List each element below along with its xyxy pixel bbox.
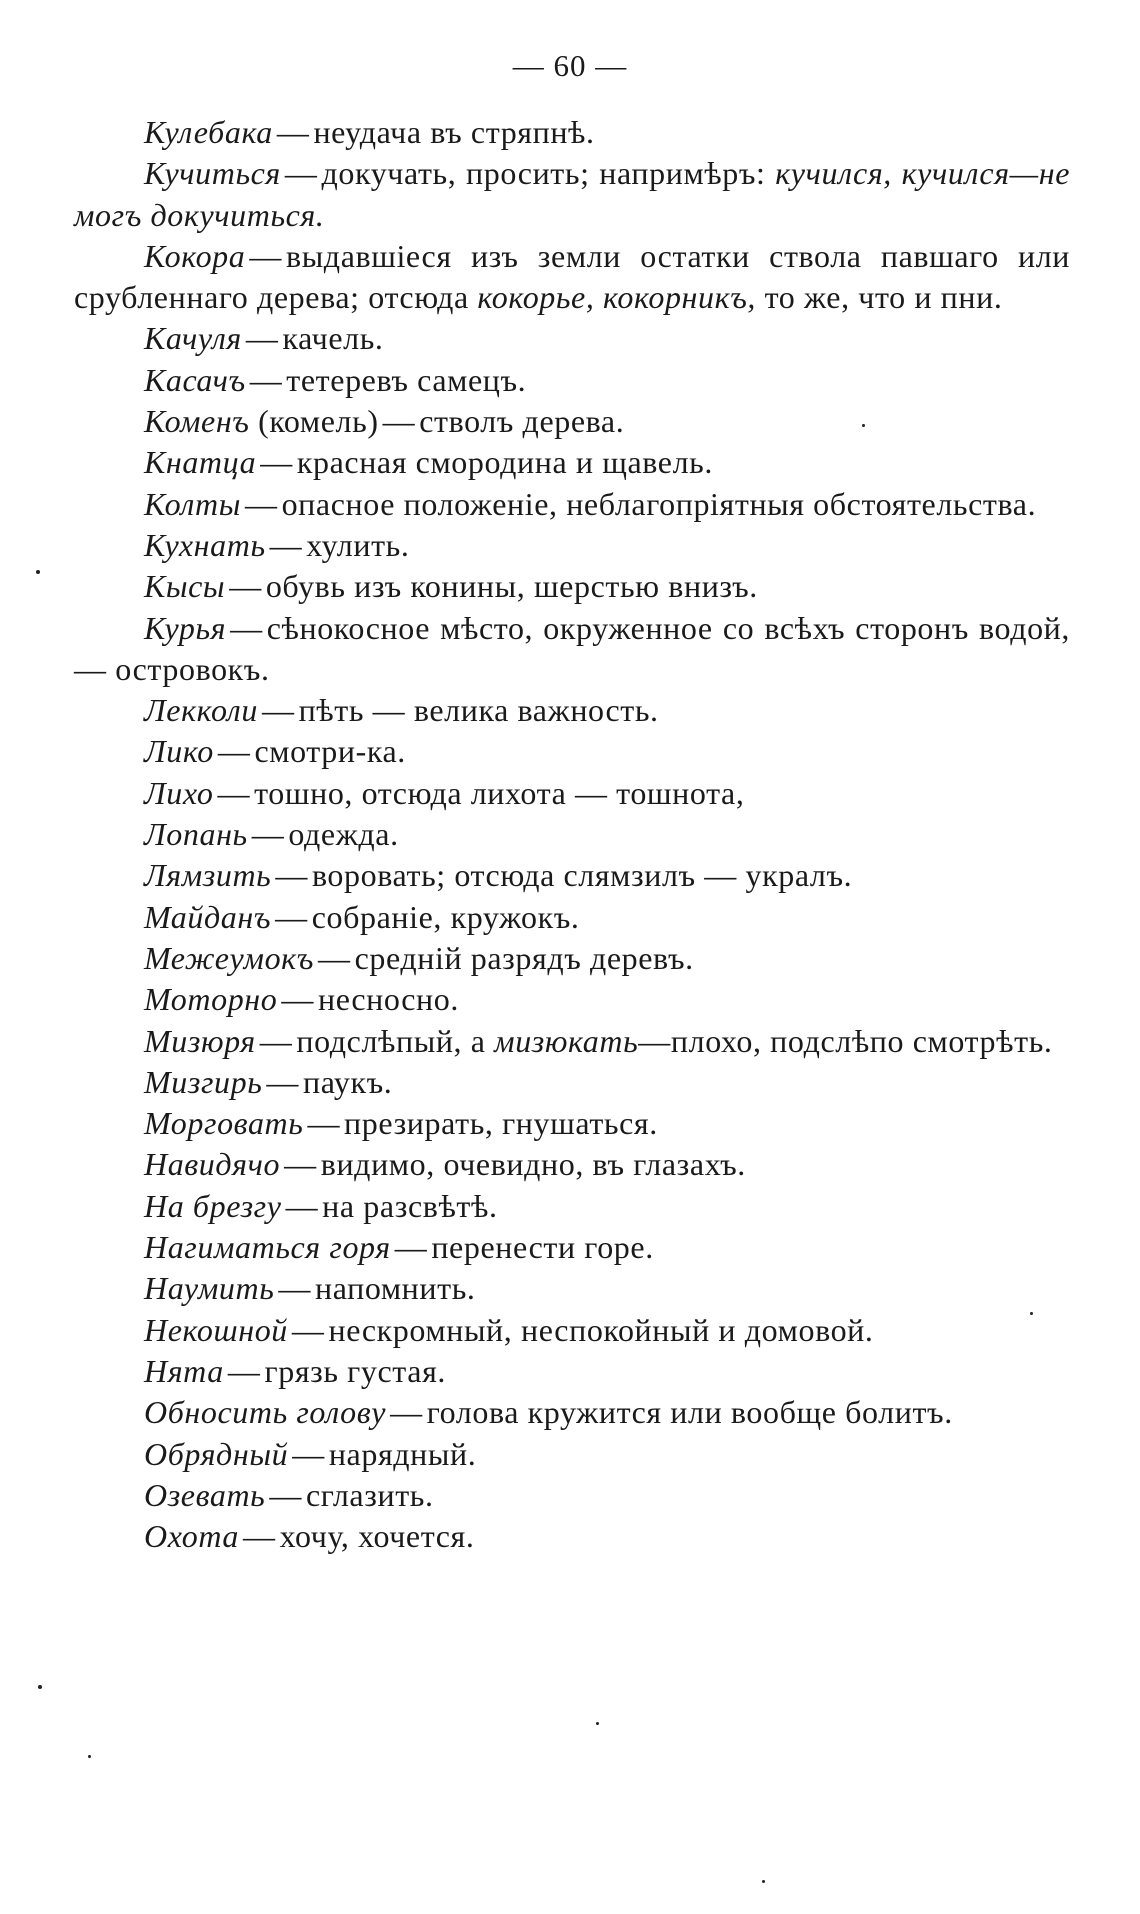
entry-headword: Кулебака	[144, 114, 273, 150]
entry-definition: качель.	[282, 320, 384, 357]
dictionary-entry	[74, 566, 1070, 607]
entry-dash: —	[317, 939, 351, 976]
dictionary-entry	[74, 153, 1070, 236]
entry-headword: Моторно	[144, 981, 278, 1018]
entry-definition: обувь изъ конины, шерстью внизъ.	[265, 568, 758, 605]
entry-headword: Качуля	[144, 320, 242, 357]
page-number: — 60 —	[512, 48, 628, 83]
print-speck	[1030, 1312, 1033, 1315]
entry-headword: Лекколи	[144, 692, 258, 729]
entry-dash: —	[261, 692, 295, 729]
entry-dash: —	[227, 1352, 261, 1389]
entry-definition-continued: то же, что и пни.	[756, 279, 1003, 316]
dictionary-entry	[74, 1103, 1070, 1144]
entry-headword: На брезгу	[144, 1187, 282, 1224]
entry-headword: Лопань	[144, 816, 248, 853]
entry-definition: смотри-ка.	[254, 733, 406, 770]
dictionary-entry	[74, 318, 1070, 359]
entry-dash: —	[284, 155, 318, 192]
dictionary-entry	[74, 525, 1070, 566]
print-speck	[762, 1880, 765, 1883]
dictionary-entry	[74, 608, 1070, 691]
dictionary-entry	[74, 236, 1070, 319]
entry-dash: —	[291, 1311, 325, 1348]
dictionary-entry	[74, 1021, 1070, 1062]
entry-headword: Нагиматься горя	[144, 1229, 391, 1266]
dictionary-entry	[74, 897, 1070, 938]
entry-definition: тошно, отсюда лихота — тошнота,	[254, 774, 745, 811]
dictionary-entry	[74, 112, 1070, 153]
entry-headword: Лихо	[144, 774, 214, 811]
entry-dash: —	[217, 733, 251, 770]
entry-dash: —	[266, 1063, 299, 1100]
dictionary-entry	[74, 1351, 1070, 1392]
entry-dash: —	[217, 774, 251, 811]
dictionary-entry	[74, 1062, 1070, 1103]
dictionary-entry	[74, 773, 1070, 814]
entry-dash: —	[281, 981, 314, 1018]
entry-headword: Майданъ	[144, 898, 272, 935]
entry-headword: Межеумокъ	[144, 939, 314, 976]
entry-headword: Морговать	[144, 1105, 304, 1142]
entry-headword: Мизгирь	[144, 1063, 263, 1100]
dictionary-entry	[74, 360, 1070, 401]
entry-dash: —	[244, 485, 278, 522]
entry-definition: подслѣпый, а	[296, 1022, 495, 1059]
entry-definition: докучать, просить; напримѣръ:	[321, 155, 776, 192]
print-speck	[596, 1722, 599, 1725]
entry-dash: —	[390, 1394, 423, 1431]
entry-definition: собраніе, кружокъ.	[311, 898, 580, 935]
entry-definition: презирать, гнушаться.	[344, 1105, 658, 1142]
dictionary-entry	[74, 401, 1070, 442]
entry-definition: одежда.	[288, 816, 399, 853]
entry-definition: стволъ дерева.	[419, 403, 625, 440]
dictionary-entry	[74, 1144, 1070, 1185]
entry-dash: —	[278, 1270, 311, 1307]
entry-dash: —	[243, 1518, 276, 1555]
entry-dash: —	[245, 320, 279, 357]
entry-definition: сѣнокосное мѣсто, окруженное со всѣхъ сторонъ водой, — островокъ.	[74, 609, 1070, 687]
entry-dash: —	[284, 1146, 317, 1183]
entry-definition: несносно.	[318, 981, 459, 1018]
dictionary-entry	[74, 979, 1070, 1020]
entry-headword: Мизюря	[144, 1022, 256, 1059]
entry-headword: Нята	[144, 1352, 224, 1389]
entry-dash: —	[229, 568, 262, 605]
entry-definition: неудача въ стряпнѣ.	[313, 114, 595, 150]
entry-headword: Охота	[144, 1518, 240, 1555]
entry-dash: —	[249, 361, 283, 398]
entry-headword: Обрядный	[144, 1435, 289, 1472]
dictionary-entry	[74, 1186, 1070, 1227]
entry-headword: Кнатца	[144, 444, 257, 481]
dictionary-entry	[74, 1434, 1070, 1475]
entry-dash: —	[275, 898, 308, 935]
entry-headword: Коменъ	[144, 403, 250, 440]
entry-definition: выдавшіеся изъ земли остатки ствола павшаго или срубленнаго дерева; отсюда	[74, 237, 1070, 316]
entry-definition: хочу, хочется.	[279, 1518, 475, 1555]
entry-example: кучился, кучился—не могъ докучиться.	[74, 155, 1071, 233]
entry-definition: напомнить.	[315, 1270, 476, 1307]
dictionary-entry	[74, 484, 1070, 525]
entry-definition: грязь густая.	[264, 1352, 447, 1389]
entry-dash: —	[251, 816, 285, 853]
entry-dash: —	[260, 444, 293, 481]
entry-headword: Лико	[144, 733, 214, 770]
entry-definition: пѣть — велика важность.	[298, 692, 659, 729]
entry-example: кокорье, кокорникъ,	[477, 279, 757, 316]
entry-headword: Лямзить	[144, 857, 272, 894]
dictionary-entry	[74, 690, 1070, 731]
dictionary-entry	[74, 938, 1070, 979]
entry-dash: —	[230, 609, 263, 646]
entry-headword: Колты	[144, 485, 241, 522]
entry-headword: Кухнать	[144, 526, 266, 563]
dictionary-entry	[74, 1516, 1070, 1557]
entry-headword: Некошной	[144, 1311, 288, 1348]
entry-dash: —	[382, 403, 416, 440]
entry-headword: Озевать	[144, 1476, 266, 1513]
entry-headword: Курья	[144, 609, 227, 646]
entry-dash: —	[394, 1229, 428, 1266]
entry-definition: хулить.	[306, 526, 410, 563]
entry-headword: Обносить голову	[144, 1394, 387, 1431]
entry-example: мизюкать	[494, 1022, 639, 1059]
entry-definition-continued: —плохо, подслѣпо смотрѣть.	[638, 1022, 1053, 1059]
entry-headword: Навидячо	[144, 1146, 281, 1183]
entry-definition: опасное положеніе, неблагопріятныя обстоятельства.	[281, 485, 1037, 522]
dictionary-entry	[74, 1268, 1070, 1309]
entry-variant: (комель)	[249, 403, 379, 440]
entry-dash: —	[307, 1105, 341, 1142]
dictionary-entry	[74, 731, 1070, 772]
entry-dash: —	[276, 114, 310, 150]
entry-headword: Кокора	[144, 237, 246, 274]
entry-definition: паукъ.	[303, 1063, 393, 1100]
dictionary-entry	[74, 1310, 1070, 1351]
print-speck	[38, 1685, 42, 1689]
entry-headword: Касачъ	[144, 361, 246, 398]
entry-dash: —	[249, 237, 282, 274]
entry-definition: на разсвѣтѣ.	[322, 1187, 498, 1224]
entry-definition: нарядный.	[328, 1435, 477, 1472]
dictionary-entry	[74, 1475, 1070, 1516]
entry-dash: —	[269, 1476, 302, 1513]
entry-dash: —	[259, 1022, 293, 1059]
dictionary-entries	[74, 112, 1070, 1557]
dictionary-entry	[74, 442, 1070, 483]
entry-dash: —	[292, 1435, 325, 1472]
entry-definition: тетеревъ самецъ.	[286, 361, 527, 398]
entry-definition: голова кружится или вообще болитъ.	[426, 1394, 953, 1431]
entry-definition: средній разрядъ деревъ.	[354, 939, 694, 976]
entry-headword: Кысы	[144, 568, 226, 605]
entry-definition: сглазить.	[305, 1476, 434, 1513]
print-speck	[36, 570, 40, 574]
entry-definition: видимо, очевидно, въ глазахъ.	[320, 1146, 746, 1183]
entry-dash: —	[275, 857, 308, 894]
dictionary-entry	[74, 855, 1070, 896]
print-speck	[862, 424, 865, 427]
dictionary-entry	[74, 1227, 1070, 1268]
entry-dash: —	[269, 526, 303, 563]
entry-headword: Наумить	[144, 1270, 275, 1307]
entry-definition: воровать; отсюда слямзилъ — укралъ.	[311, 857, 853, 894]
entry-dash: —	[285, 1187, 319, 1224]
entry-definition: красная смородина и щавель.	[296, 444, 713, 481]
dictionary-entry	[74, 814, 1070, 855]
entry-definition: нескромный, неспокойный и домовой.	[328, 1311, 874, 1348]
entry-headword: Кучиться	[144, 155, 281, 192]
entry-definition: перенести горе.	[431, 1229, 654, 1266]
dictionary-entry	[74, 1392, 1070, 1433]
print-speck	[88, 1755, 91, 1758]
